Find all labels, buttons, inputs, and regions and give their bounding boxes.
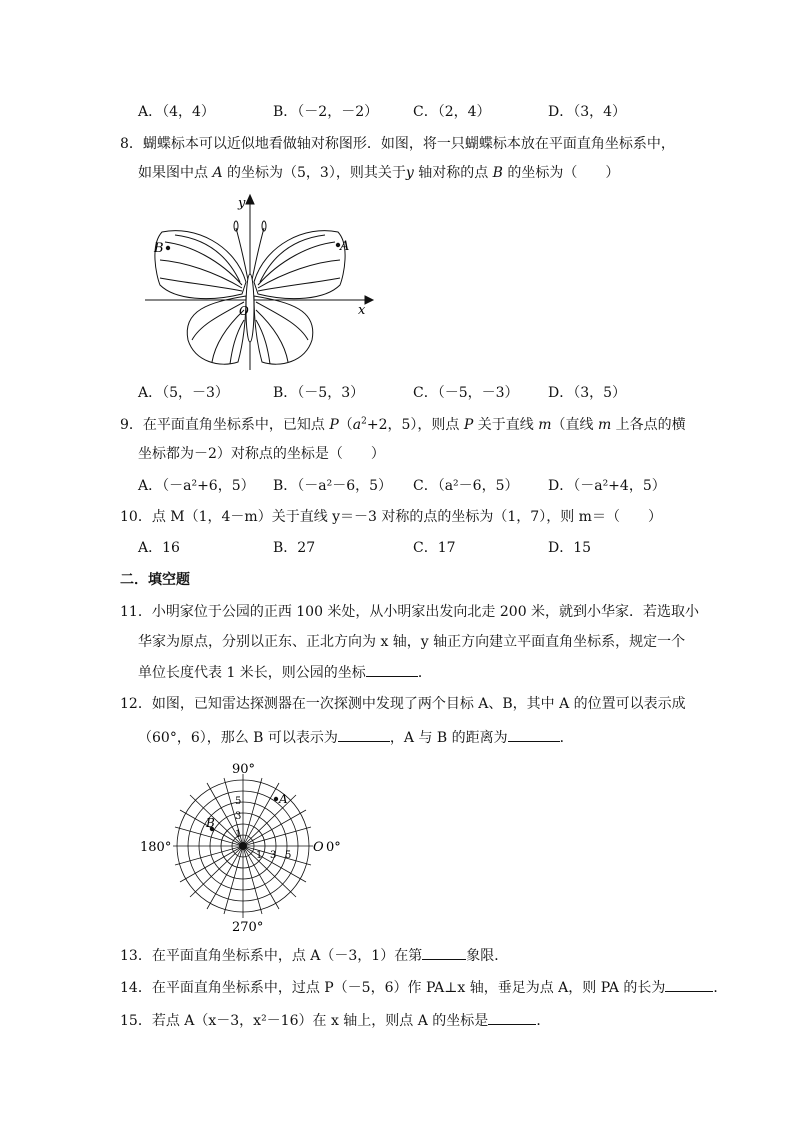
q8-option-c: C．（－5，－3） xyxy=(413,385,519,401)
y-axis-arrow xyxy=(246,195,254,204)
radar-figure xyxy=(130,755,350,935)
q9-option-d: D．（－a²+4，5） xyxy=(548,478,666,494)
q10-option-b: B．27 xyxy=(273,540,316,556)
section-heading: 二．填空题 xyxy=(120,572,190,588)
target-a-label: A xyxy=(279,792,288,806)
q8-line1: 8．蝴蝶标本可以近似地看做轴对称图形．如图，将一只蝴蝶标本放在平面直角坐标系中， xyxy=(120,136,675,152)
x-axis-arrow xyxy=(365,296,373,304)
q10-option-d: D．15 xyxy=(548,540,592,556)
tick-3-vertical: 3 xyxy=(235,811,242,822)
label-270-degrees: 270° xyxy=(232,920,264,935)
q7-option-a: A．（4，4） xyxy=(138,104,215,120)
answer-blank[interactable] xyxy=(422,945,466,960)
point-a-label: A xyxy=(340,239,350,254)
answer-blank[interactable] xyxy=(338,727,390,742)
tick-3-horizontal: 3 xyxy=(270,850,277,861)
q11-line3: 单位长度代表 1 米长，则公园的坐标 ． xyxy=(138,662,432,683)
label-0-degrees: 0° xyxy=(326,840,341,855)
right-upper-wing xyxy=(254,231,345,299)
q13-line: 13．在平面直角坐标系中，点 A（－3，1）在第 象限． xyxy=(120,945,508,966)
q11-line1: 11．小明家位于公园的正西 100 米处，从小明家出发向北走 200 米，就到小华家．若选取小 xyxy=(120,604,700,620)
butterfly-figure xyxy=(140,190,380,380)
label-90-degrees: 90° xyxy=(232,762,256,777)
x-axis-label: x xyxy=(358,303,366,318)
q9-line2: 坐标都为－2）对称点的坐标是（ ） xyxy=(138,446,385,462)
q8-option-b: B．（－5，3） xyxy=(273,385,365,401)
q15-line: 15．若点 A（x－3，x²－16）在 x 轴上，则点 A 的坐标是 ． xyxy=(120,1010,550,1031)
point-b-dot xyxy=(166,246,170,250)
answer-blank[interactable] xyxy=(488,1010,536,1025)
q8-option-d: D．（3，5） xyxy=(548,385,627,401)
tick-1-horizontal: 1 xyxy=(256,850,263,861)
q7-option-d: D．（3，4） xyxy=(548,104,627,120)
label-origin-o: O xyxy=(313,840,324,855)
q9-option-c: C．（a²－6，5） xyxy=(413,478,519,494)
q7-option-b: B．（－2，－2） xyxy=(273,104,379,120)
q10-option-a: A．16 xyxy=(138,540,180,556)
q8-option-a: A．（5，－3） xyxy=(138,385,229,401)
target-a-dot xyxy=(274,797,278,801)
q8-line2: 如果图中点 A 的坐标为（5，3），则其关于y 轴对称的点 B 的坐标为（ ） xyxy=(138,165,620,181)
q14-line: 14．在平面直角坐标系中，过点 P（－5，6）作 PA⊥x 轴，垂足为点 A，则 PA 的长为 ． xyxy=(120,977,727,998)
answer-blank[interactable] xyxy=(665,977,713,992)
tick-5-horizontal: 5 xyxy=(285,850,292,861)
q9-option-b: B．（－a²－6，5） xyxy=(273,478,393,494)
q7-option-c: C．（2，4） xyxy=(413,104,491,120)
q12-line1: 12．如图，已知雷达探测器在一次探测中发现了两个目标 A、B，其中 A 的位置可以表示成 xyxy=(120,696,686,712)
origin-label: O xyxy=(239,304,249,318)
q9-option-a: A．（－a²+6，5） xyxy=(138,478,255,494)
label-180-degrees: 180° xyxy=(140,840,172,855)
q9-line1: 9．在平面直角坐标系中，已知点 $P(a^2+2$，5），则点 P 关于直线 m（直线 m 上各点的横 xyxy=(120,416,686,433)
q10-line1: 10．点 M（1，4－m）关于直线 y＝－3 对称的点的坐标为（1，7），则 m＝（ ） xyxy=(120,509,662,525)
answer-blank[interactable] xyxy=(508,727,560,742)
y-axis-label: y xyxy=(238,196,246,211)
q10-option-c: C．17 xyxy=(413,540,456,556)
answer-blank[interactable] xyxy=(366,662,418,677)
left-upper-wing xyxy=(155,231,246,299)
point-b-label: B xyxy=(154,241,164,256)
target-b-label: B xyxy=(206,816,215,830)
q12-line2: （60°，6），那么 B 可以表示为 ，A 与 B 的距离为 ． xyxy=(138,727,574,748)
tick-5-vertical: 5 xyxy=(235,796,242,807)
q11-line2: 华家为原点，分别以正东、正北方向为 x 轴，y 轴正方向建立平面直角坐标系，规定一个 xyxy=(138,634,686,650)
tick-1-vertical: 1 xyxy=(235,829,242,840)
